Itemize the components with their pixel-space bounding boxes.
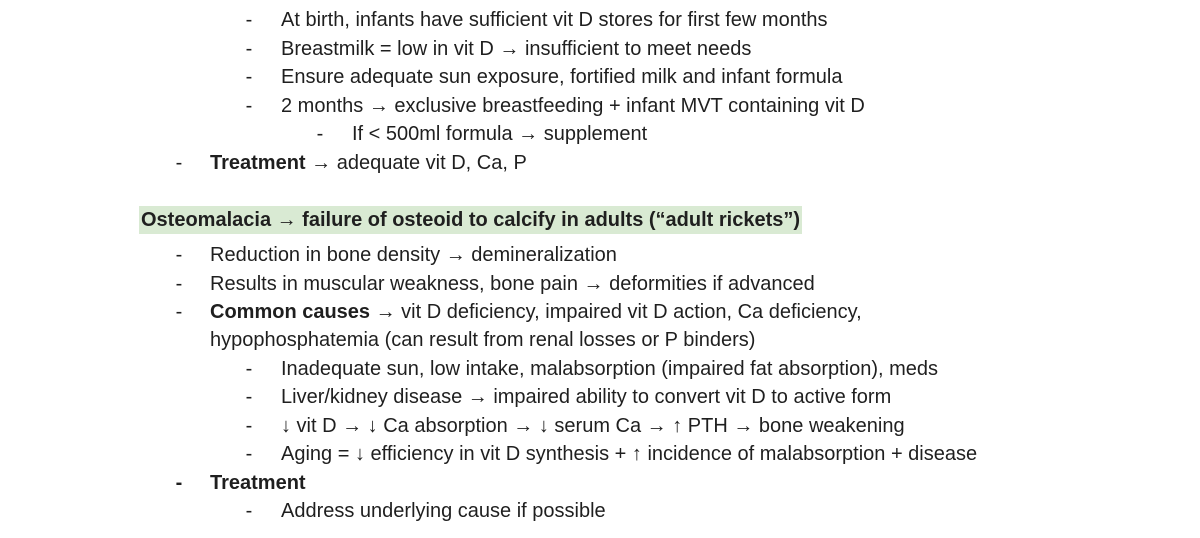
treatment-text xyxy=(210,149,527,177)
list-item-text: Reduction in bone density → demineralization xyxy=(210,244,617,266)
list-item-text: Inadequate sun, low intake, malabsorption (impaired fat absorption), meds xyxy=(281,358,939,380)
list-item-text: Address underlying cause if possible xyxy=(281,500,606,522)
bullet-dash: - xyxy=(175,244,183,266)
bullet-dash: - xyxy=(316,123,324,145)
bullet-dash: - xyxy=(245,386,253,408)
causes-detail: → vit D deficiency, impaired vit D action, Ca deficiency, xyxy=(370,301,862,323)
bullet-dash: - xyxy=(245,38,253,60)
bullet-dash: - xyxy=(175,301,183,323)
list-item-text: At birth, infants have sufficient vit D stores for first few months xyxy=(281,9,828,31)
bullet-dash: - xyxy=(245,415,253,437)
causes-text xyxy=(210,298,862,326)
list-item-text: Aging = ↓ efficiency in vit D synthesis + ↑ incidence of malabsorption + disease xyxy=(281,443,978,465)
causes-label: Common causes xyxy=(210,301,371,323)
bullet-dash: - xyxy=(245,9,253,31)
causes-continuation-text: hypophosphatemia (can result from renal losses or P binders) xyxy=(210,329,756,351)
treatment-text xyxy=(210,469,306,497)
bullet-dash: - xyxy=(175,472,183,494)
bullet-dash: - xyxy=(245,500,253,522)
list-item-text: Ensure adequate sun exposure, fortified milk and infant formula xyxy=(281,66,843,88)
bullet-dash: - xyxy=(175,152,183,174)
list-item-text: 2 months → exclusive breastfeeding + infant MVT containing vit D xyxy=(281,95,865,117)
section-heading: Osteomalacia → failure of osteoid to calcify in adults (“adult rickets”) xyxy=(139,206,802,234)
bullet-dash: - xyxy=(175,273,183,295)
bullet-dash: - xyxy=(245,66,253,88)
treatment-label: Treatment xyxy=(210,152,306,174)
list-item-text: If < 500ml formula → supplement xyxy=(352,123,648,145)
bullet-dash: - xyxy=(245,443,253,465)
bullet-dash: - xyxy=(245,358,253,380)
list-item-text: Results in muscular weakness, bone pain → deformities if advanced xyxy=(210,273,815,295)
list-item-text: Liver/kidney disease → impaired ability to convert vit D to active form xyxy=(281,386,892,408)
treatment-detail: → adequate vit D, Ca, P xyxy=(305,152,527,174)
list-item-text: Breastmilk = low in vit D → insufficient to meet needs xyxy=(281,38,752,60)
treatment-label: Treatment xyxy=(210,472,306,494)
list-item-text: ↓ vit D → ↓ Ca absorption → ↓ serum Ca → ↑ PTH → bone weakening xyxy=(281,415,905,437)
bullet-dash: - xyxy=(245,95,253,117)
